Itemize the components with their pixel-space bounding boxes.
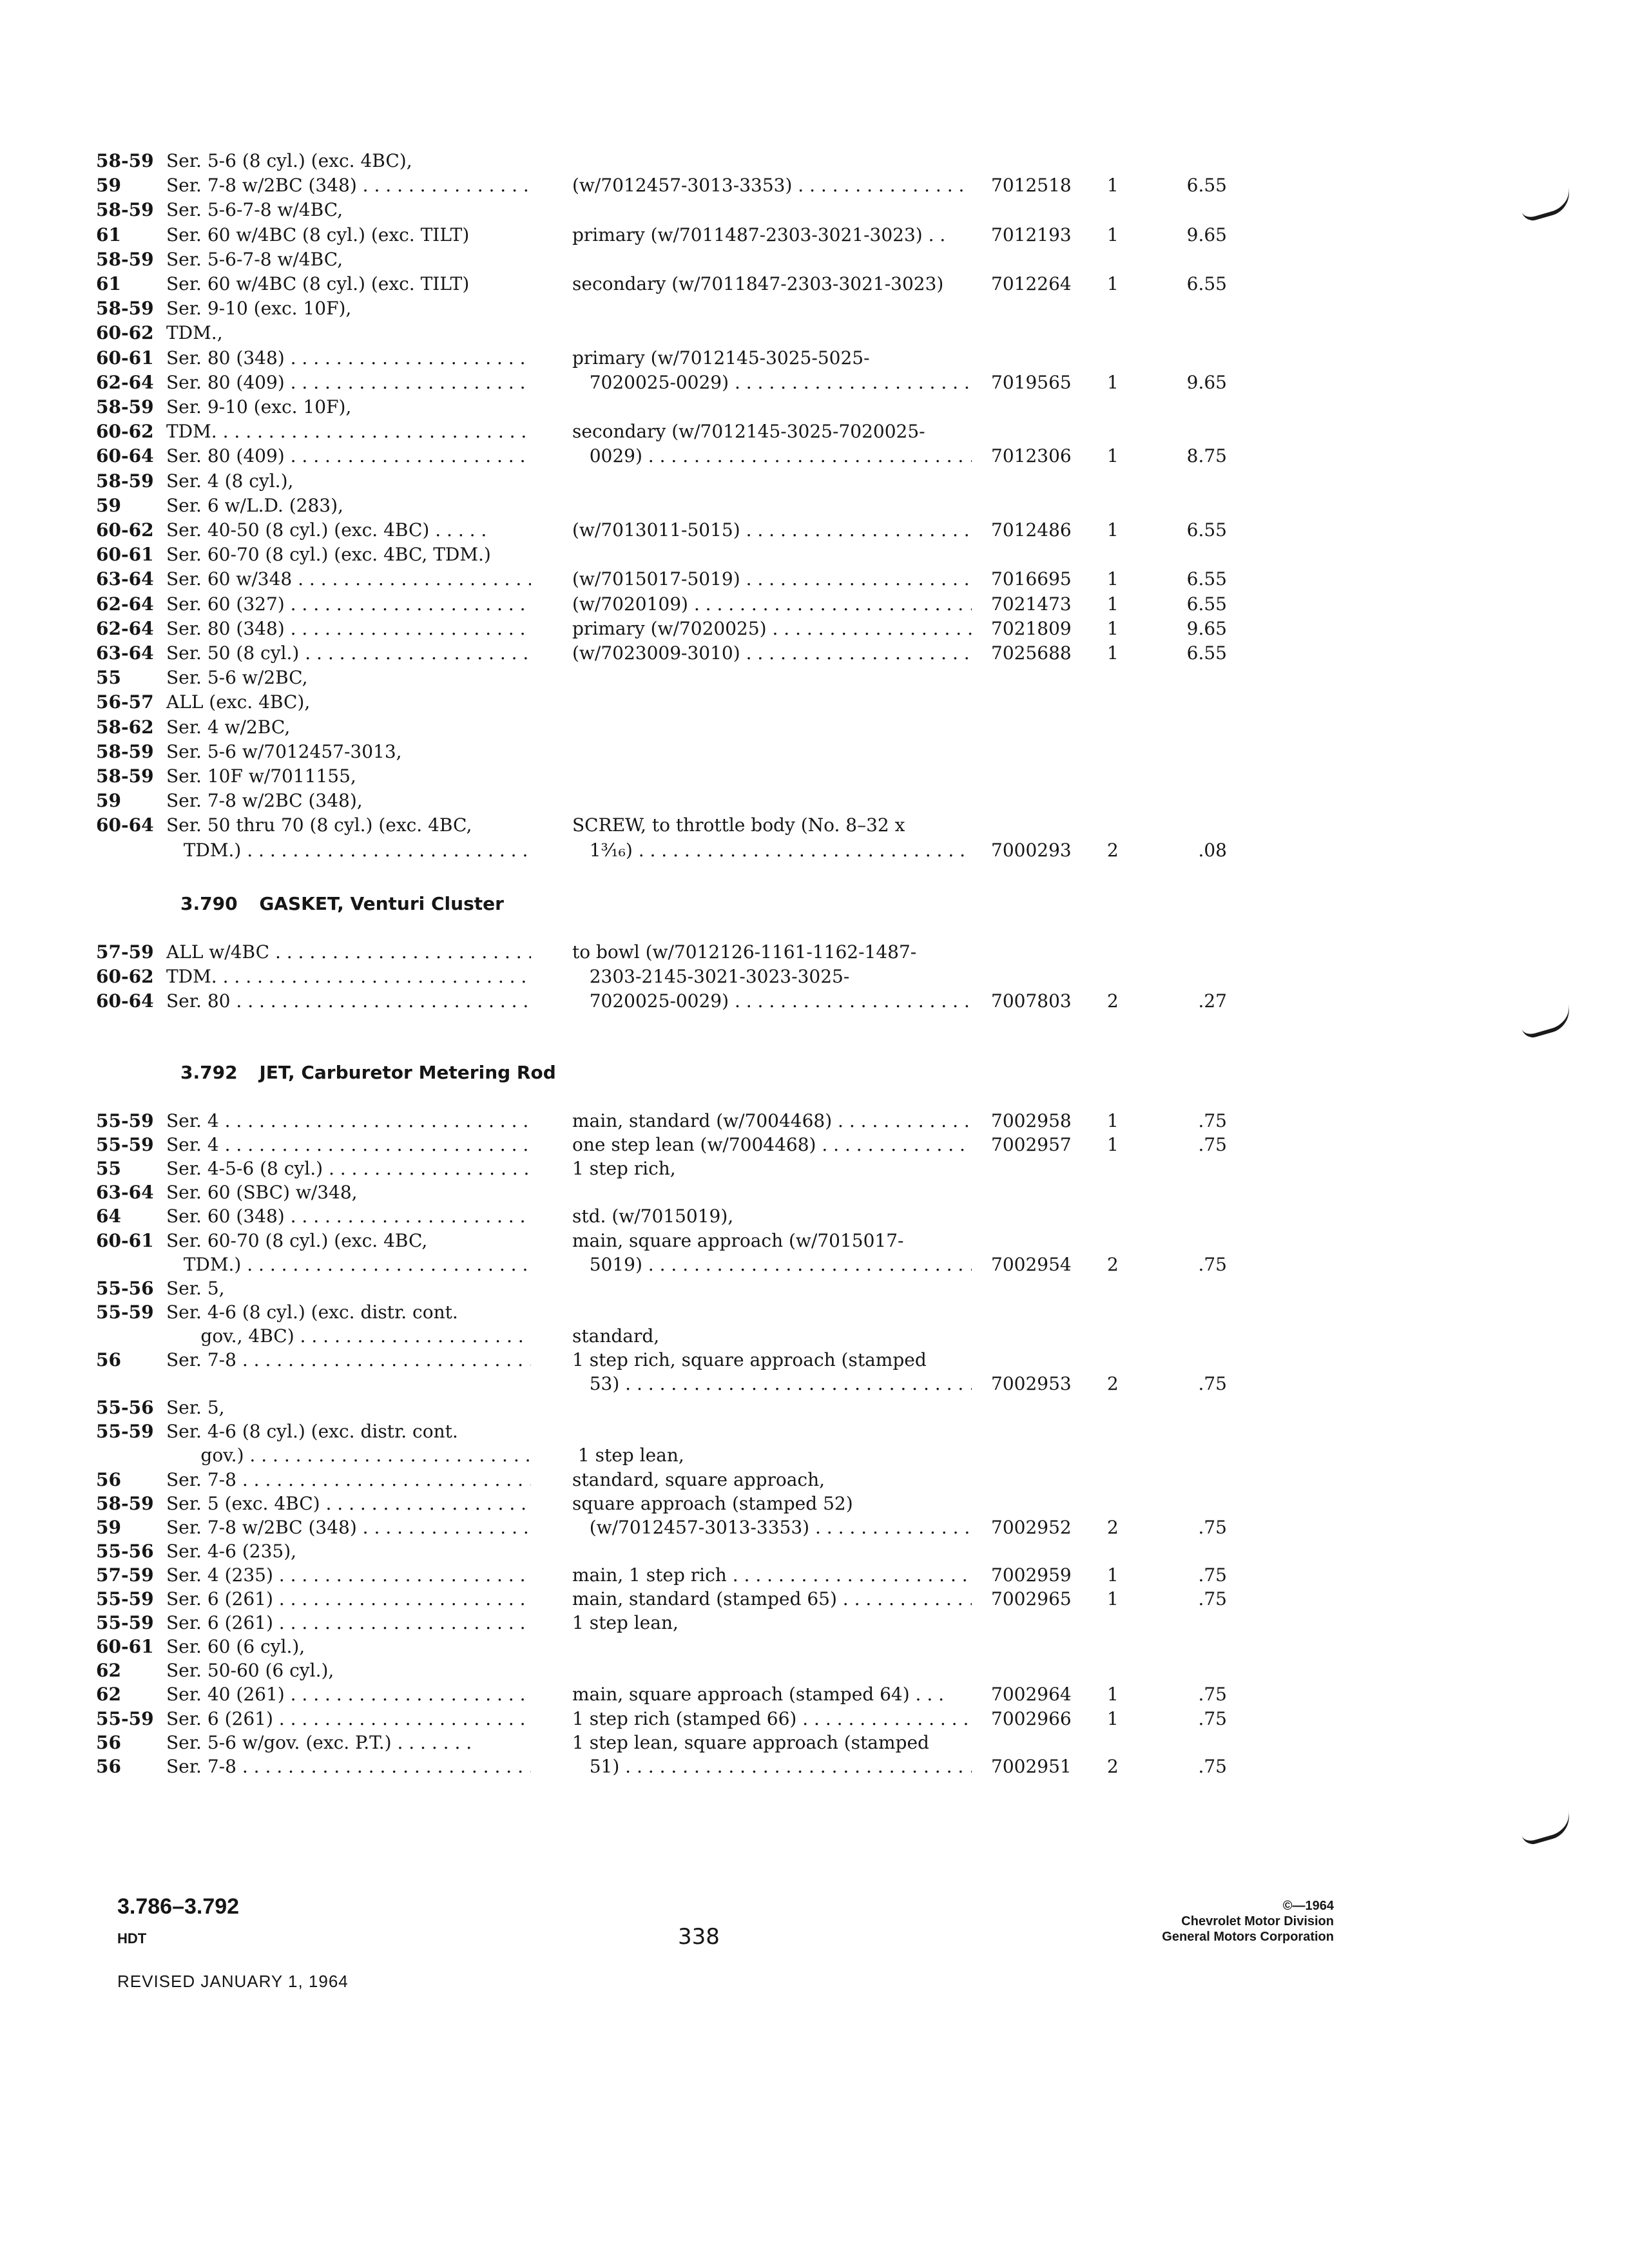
page-number: 338 (678, 1924, 720, 1950)
quantity: 2 (1107, 1755, 1119, 1777)
part-number: 7021473 (991, 593, 1072, 615)
quantity: 1 (1107, 273, 1119, 294)
list-price: .75 (1198, 1373, 1227, 1395)
series-applicability: Ser. 60 w/4BC (8 cyl.) (exc. TILT) (166, 224, 470, 245)
model-year: 59 (96, 790, 121, 812)
part-description: 7020025-0029) . . . (572, 370, 972, 396)
series-applicability: Ser. 10F w/7011155, (166, 765, 356, 787)
series-applicability: ALL w/4BC . . . (166, 939, 531, 965)
model-year: 56 (96, 1731, 121, 1753)
copyright-corporation: General Motors Corporation (1162, 1930, 1334, 1944)
series-applicability: Ser. 5-6 w/2BC, (166, 667, 308, 689)
section-heading-jet (180, 1062, 556, 1083)
catalog-row (0, 1204, 1629, 1229)
catalog-row (0, 1300, 1629, 1325)
series-applicability: Ser. 5-6 w/gov. (exc. P.T.) . . . . . . . (166, 1731, 472, 1753)
list-price: 6.55 (1186, 175, 1227, 197)
series-applicability: Ser. 4 w/2BC, (166, 716, 291, 738)
margin-mark (1519, 1811, 1575, 1847)
catalog-row (0, 1228, 1629, 1254)
catalog-row (0, 838, 1629, 863)
copyright-block (1050, 1898, 1334, 1945)
series-applicability: Ser. 50 (8 cyl.) . . . (166, 640, 531, 666)
catalog-row (0, 493, 1629, 519)
catalog-row (0, 665, 1629, 691)
catalog-row (0, 1276, 1629, 1302)
part-description: 2303-2145-3021-3023-3025- (572, 966, 850, 987)
catalog-row (0, 443, 1629, 469)
part-description: primary (w/7011487-2303-3021-3023) . . (572, 224, 946, 245)
part-description: (w/7012457-3013-3353) . . . (572, 173, 972, 198)
list-price: 6.55 (1186, 642, 1227, 664)
catalog-row (0, 1586, 1629, 1612)
series-applicability: Ser. 6 (261) . . . (166, 1610, 531, 1636)
list-price: 9.65 (1186, 224, 1227, 245)
model-year: 56 (96, 1349, 121, 1370)
model-year: 55 (96, 667, 121, 689)
catalog-row (0, 1132, 1629, 1158)
series-applicability: Ser. 7-8 . . . (166, 1467, 531, 1493)
quantity: 1 (1107, 371, 1119, 393)
part-number: 7007803 (991, 990, 1072, 1012)
catalog-row (0, 1562, 1629, 1588)
list-price: .75 (1198, 1588, 1227, 1610)
catalog-row (0, 1323, 1629, 1349)
section-title: GASKET, Venturi Cluster (259, 893, 504, 914)
part-description: main, square approach (w/7015017- (572, 1229, 904, 1251)
series-applicability: Ser. 4 (8 cyl.), (166, 470, 294, 492)
quantity: 2 (1107, 1253, 1119, 1275)
series-applicability: Ser. 60 (348) . . . (166, 1204, 531, 1229)
series-applicability: Ser. 60 (327) . . . (166, 591, 531, 617)
catalog-row (0, 148, 1629, 174)
model-year: 58-59 (96, 1492, 154, 1514)
part-description: primary (w/7020025) . . . (572, 616, 972, 642)
catalog-row (0, 222, 1629, 248)
catalog-row (0, 1515, 1629, 1541)
model-year: 55-56 (96, 1277, 154, 1299)
catalog-row (0, 689, 1629, 715)
catalog-row (0, 566, 1629, 592)
series-applicability: Ser. 80 (348) . . . (166, 345, 531, 371)
part-description: 7020025-0029) . . . (572, 988, 972, 1014)
catalog-row (0, 320, 1629, 346)
part-description: main, standard (w/7004468) . . . (572, 1108, 972, 1134)
model-year: 60-61 (96, 1636, 154, 1658)
catalog-row (0, 1682, 1629, 1707)
series-applicability: TDM., (166, 322, 223, 344)
part-number: 7000293 (991, 839, 1072, 861)
list-price: 8.75 (1186, 445, 1227, 467)
list-price: 9.65 (1186, 371, 1227, 393)
part-description: to bowl (w/7012126-1161-1162-1487- (572, 941, 917, 963)
footer-revised-date: REVISED JANUARY 1, 1964 (117, 1972, 349, 1991)
part-description: one step lean (w/7004468) . . . (572, 1132, 972, 1158)
series-applicability: Ser. 5-6-7-8 w/4BC, (166, 248, 343, 270)
model-year: 55-59 (96, 1301, 154, 1323)
quantity: 1 (1107, 1110, 1119, 1131)
part-number: 7002966 (991, 1707, 1072, 1729)
model-year: 60-64 (96, 990, 154, 1012)
footer-code: HDT (117, 1930, 147, 1946)
series-applicability: gov.) . . . (166, 1443, 531, 1468)
model-year: 59 (96, 175, 121, 197)
quantity: 1 (1107, 175, 1119, 197)
series-applicability: Ser. 6 w/L.D. (283), (166, 494, 343, 516)
part-description: main, standard (stamped 65) . . . (572, 1586, 972, 1612)
series-applicability: Ser. 60 w/4BC (8 cyl.) (exc. TILT) (166, 273, 470, 294)
model-year: 58-59 (96, 150, 154, 171)
model-year: 55-59 (96, 1421, 154, 1443)
model-year: 60-62 (96, 421, 154, 443)
series-applicability: Ser. 7-8 w/2BC (348) . . . (166, 1515, 531, 1541)
series-applicability: Ser. 80 (409) . . . (166, 443, 531, 469)
model-year: 63-64 (96, 568, 154, 590)
catalog-row (0, 939, 1629, 965)
list-price: .75 (1198, 1253, 1227, 1275)
model-year: 56 (96, 1755, 121, 1777)
series-applicability: Ser. 6 (261) . . . (166, 1706, 531, 1732)
list-price: .75 (1198, 1110, 1227, 1131)
part-number: 7002964 (991, 1684, 1072, 1706)
section-number: 3.792 (180, 1062, 238, 1083)
list-price: 6.55 (1186, 568, 1227, 590)
part-description: 1 step lean, (572, 1445, 684, 1466)
catalog-row (0, 1730, 1629, 1756)
quantity: 1 (1107, 617, 1119, 639)
part-description: (w/7023009-3010) . . . (572, 640, 972, 666)
catalog-row (0, 345, 1629, 371)
catalog-row (0, 788, 1629, 814)
catalog-row (0, 715, 1629, 740)
part-number: 7002957 (991, 1134, 1072, 1156)
catalog-row (0, 1610, 1629, 1636)
series-applicability: Ser. 60 w/348 . . . (166, 566, 531, 592)
part-description: secondary (w/7011847-2303-3021-3023) (572, 273, 944, 294)
list-price: .75 (1198, 1755, 1227, 1777)
quantity: 2 (1107, 839, 1119, 861)
quantity: 2 (1107, 1516, 1119, 1538)
part-description: standard, square approach, (572, 1468, 825, 1490)
part-description: 51) . . . (572, 1754, 972, 1780)
series-applicability: Ser. 60-70 (8 cyl.) (exc. 4BC, TDM.) (166, 544, 491, 566)
catalog-row (0, 764, 1629, 789)
part-description: (w/7013011-5015) . . . (572, 517, 972, 543)
quantity: 1 (1107, 642, 1119, 664)
catalog-row (0, 591, 1629, 617)
series-applicability: Ser. 40-50 (8 cyl.) (exc. 4BC) . . . . . (166, 519, 487, 541)
model-year: 63-64 (96, 642, 154, 664)
list-price: .75 (1198, 1516, 1227, 1538)
series-applicability: TDM.) . . . (166, 1252, 531, 1278)
part-number: 7002952 (991, 1516, 1072, 1538)
series-applicability: Ser. 4 . . . (166, 1108, 531, 1134)
model-year: 55 (96, 1158, 121, 1180)
catalog-row (0, 1634, 1629, 1660)
part-number: 7012306 (991, 445, 1072, 467)
list-price: 6.55 (1186, 273, 1227, 294)
series-applicability: Ser. 9-10 (exc. 10F), (166, 396, 352, 418)
model-year: 62-64 (96, 371, 154, 393)
model-year: 55-59 (96, 1612, 154, 1634)
model-year: 59 (96, 1516, 121, 1538)
series-applicability: Ser. 7-8 . . . (166, 1754, 531, 1780)
list-price: .08 (1198, 839, 1227, 861)
part-description: 1 step rich (stamped 66) . . . (572, 1706, 972, 1732)
quantity: 1 (1107, 1707, 1119, 1729)
part-number: 7012518 (991, 175, 1072, 197)
list-price: .75 (1198, 1707, 1227, 1729)
quantity: 2 (1107, 1373, 1119, 1395)
catalog-row (0, 1467, 1629, 1493)
series-applicability: Ser. 5-6-7-8 w/4BC, (166, 199, 343, 221)
quantity: 1 (1107, 593, 1119, 615)
model-year: 57-59 (96, 941, 154, 963)
quantity: 1 (1107, 1134, 1119, 1156)
part-description: 5019) . . . (572, 1252, 972, 1278)
model-year: 58-59 (96, 248, 154, 270)
catalog-row (0, 1491, 1629, 1517)
series-applicability: Ser. 4 . . . (166, 1132, 531, 1158)
catalog-row (0, 739, 1629, 765)
part-number: 7002965 (991, 1588, 1072, 1610)
series-applicability: Ser. 5-6 w/7012457-3013, (166, 740, 402, 762)
quantity: 1 (1107, 1684, 1119, 1706)
catalog-row (0, 1347, 1629, 1373)
series-applicability: Ser. 7-8 . . . (166, 1347, 531, 1373)
part-number: 7019565 (991, 371, 1072, 393)
series-applicability: Ser. 60-70 (8 cyl.) (exc. 4BC, (166, 1229, 428, 1251)
part-number: 7021809 (991, 617, 1072, 639)
series-applicability: Ser. 4-6 (8 cyl.) (exc. distr. cont. (166, 1301, 458, 1323)
model-year: 59 (96, 494, 121, 516)
series-applicability: Ser. 5-6 (8 cyl.) (exc. 4BC), (166, 150, 412, 171)
catalog-row (0, 1180, 1629, 1206)
quantity: 2 (1107, 990, 1119, 1012)
model-year: 55-59 (96, 1134, 154, 1156)
catalog-row (0, 812, 1629, 838)
part-description: 53) . . . (572, 1371, 972, 1397)
model-year: 58-59 (96, 740, 154, 762)
model-year: 58-59 (96, 470, 154, 492)
list-price: 6.55 (1186, 519, 1227, 541)
model-year: 57-59 (96, 1564, 154, 1586)
catalog-row (0, 1108, 1629, 1134)
model-year: 62-64 (96, 593, 154, 615)
quantity: 1 (1107, 1588, 1119, 1610)
model-year: 64 (96, 1206, 121, 1227)
model-year: 56 (96, 1468, 121, 1490)
catalog-row (0, 394, 1629, 420)
series-applicability: Ser. 80 (409) . . . (166, 370, 531, 396)
model-year: 63-64 (96, 1182, 154, 1204)
part-description: square approach (stamped 52) (572, 1492, 853, 1514)
list-price: .27 (1198, 990, 1227, 1012)
section-number: 3.790 (180, 893, 238, 914)
catalog-row (0, 1443, 1629, 1468)
part-number: 7012264 (991, 273, 1072, 294)
model-year: 62 (96, 1660, 121, 1682)
model-year: 60-61 (96, 544, 154, 566)
catalog-row (0, 1371, 1629, 1397)
series-applicability: Ser. 50 thru 70 (8 cyl.) (exc. 4BC, (166, 814, 472, 836)
catalog-row (0, 419, 1629, 445)
quantity: 1 (1107, 568, 1119, 590)
model-year: 55-59 (96, 1110, 154, 1131)
part-description: 1 step lean, square approach (stamped (572, 1731, 929, 1753)
part-description: standard, (572, 1325, 660, 1347)
part-number: 7002953 (991, 1373, 1072, 1395)
model-year: 60-61 (96, 1229, 154, 1251)
part-description: main, square approach (stamped 64) . . . (572, 1684, 945, 1706)
part-description: main, 1 step rich . . . (572, 1562, 972, 1588)
model-year: 55-56 (96, 1540, 154, 1562)
series-applicability: Ser. 4-5-6 (8 cyl.) . . . (166, 1156, 531, 1182)
model-year: 60-62 (96, 322, 154, 344)
catalog-row (0, 173, 1629, 198)
part-description: (w/7015017-5019) . . . (572, 566, 972, 592)
part-number: 7002958 (991, 1110, 1072, 1131)
series-applicability: Ser. 7-8 w/2BC (348), (166, 790, 363, 812)
model-year: 60-62 (96, 966, 154, 987)
model-year: 58-59 (96, 199, 154, 221)
part-number: 7012193 (991, 224, 1072, 245)
series-applicability: Ser. 4-6 (235), (166, 1540, 297, 1562)
section-heading-gasket (180, 893, 504, 914)
series-applicability: TDM.) . . . (166, 838, 531, 863)
part-description: (w/7012457-3013-3353) . . . (572, 1515, 972, 1541)
part-number: 7016695 (991, 568, 1072, 590)
model-year: 58-59 (96, 765, 154, 787)
model-year: 61 (96, 224, 121, 245)
model-year: 62 (96, 1684, 121, 1706)
part-description: 1 step lean, (572, 1612, 679, 1634)
footer-section-range: 3.786–3.792 (117, 1894, 240, 1919)
series-applicability: Ser. 4-6 (8 cyl.) (exc. distr. cont. (166, 1421, 458, 1443)
series-applicability: Ser. 50-60 (6 cyl.), (166, 1660, 334, 1682)
section-title: JET, Carburetor Metering Rod (259, 1062, 556, 1083)
part-number: 7025688 (991, 642, 1072, 664)
catalog-row (0, 1706, 1629, 1732)
part-description: 1³⁄₁₆) . . . (572, 838, 972, 863)
catalog-row (0, 370, 1629, 396)
model-year: 58-59 (96, 298, 154, 320)
copyright-division: Chevrolet Motor Division (1181, 1914, 1334, 1928)
model-year: 60-61 (96, 347, 154, 369)
list-price: .75 (1198, 1684, 1227, 1706)
list-price: 6.55 (1186, 593, 1227, 615)
model-year: 55-59 (96, 1588, 154, 1610)
part-description: std. (w/7015019), (572, 1206, 734, 1227)
catalog-row (0, 1539, 1629, 1564)
catalog-row (0, 542, 1629, 568)
catalog-row (0, 296, 1629, 322)
model-year: 58-59 (96, 396, 154, 418)
model-year: 61 (96, 273, 121, 294)
series-applicability: ALL (exc. 4BC), (166, 691, 311, 713)
part-description: 1 step rich, square approach (stamped (572, 1349, 927, 1370)
model-year: 55-56 (96, 1397, 154, 1419)
catalog-row (0, 988, 1629, 1014)
part-description: 1 step rich, (572, 1158, 676, 1180)
quantity: 1 (1107, 445, 1119, 467)
model-year: 60-62 (96, 519, 154, 541)
model-year: 56-57 (96, 691, 154, 713)
part-number: 7012486 (991, 519, 1072, 541)
part-description: SCREW, to throttle body (No. 8–32 x (572, 814, 905, 836)
catalog-row (0, 197, 1629, 223)
model-year: 62-64 (96, 617, 154, 639)
series-applicability: Ser. 5 (exc. 4BC) . . . (166, 1491, 531, 1517)
catalog-row (0, 247, 1629, 273)
catalog-row (0, 1395, 1629, 1421)
model-year: 58-62 (96, 716, 154, 738)
part-number: 7002954 (991, 1253, 1072, 1275)
model-year: 60-64 (96, 445, 154, 467)
series-applicability: Ser. 7-8 w/2BC (348) . . . (166, 173, 531, 198)
catalog-row (0, 517, 1629, 543)
list-price: 9.65 (1186, 617, 1227, 639)
catalog-row (0, 1252, 1629, 1278)
series-applicability: Ser. 60 (6 cyl.), (166, 1636, 305, 1658)
part-description: (w/7020109) . . . (572, 591, 972, 617)
series-applicability: Ser. 80 (348) . . . (166, 616, 531, 642)
series-applicability: TDM. . . . (166, 419, 531, 445)
series-applicability: Ser. 6 (261) . . . (166, 1586, 531, 1612)
series-applicability: gov., 4BC) . . . (166, 1323, 531, 1349)
part-number: 7002951 (991, 1755, 1072, 1777)
copyright-year: ©—1964 (1282, 1899, 1334, 1913)
catalog-row (0, 616, 1629, 642)
series-applicability: Ser. 60 (SBC) w/348, (166, 1182, 358, 1204)
catalog-row (0, 1419, 1629, 1445)
catalog-row (0, 271, 1629, 297)
catalog-row (0, 964, 1629, 990)
series-applicability: Ser. 4 (235) . . . (166, 1562, 531, 1588)
catalog-row (0, 640, 1629, 666)
list-price: .75 (1198, 1564, 1227, 1586)
model-year: 55-59 (96, 1707, 154, 1729)
list-price: .75 (1198, 1134, 1227, 1156)
quantity: 1 (1107, 519, 1119, 541)
part-description: secondary (w/7012145-3025-7020025- (572, 421, 925, 443)
part-description: 0029) . . . (572, 443, 972, 469)
series-applicability: Ser. 5, (166, 1277, 225, 1299)
quantity: 1 (1107, 224, 1119, 245)
model-year: 60-64 (96, 814, 154, 836)
catalog-row (0, 1156, 1629, 1182)
series-applicability: Ser. 5, (166, 1397, 225, 1419)
catalog-row (0, 1658, 1629, 1684)
quantity: 1 (1107, 1564, 1119, 1586)
catalog-row (0, 1754, 1629, 1780)
series-applicability: TDM. . . . (166, 964, 531, 990)
series-applicability: Ser. 9-10 (exc. 10F), (166, 298, 352, 320)
catalog-row (0, 468, 1629, 494)
part-number: 7002959 (991, 1564, 1072, 1586)
series-applicability: Ser. 80 . . . (166, 988, 531, 1014)
series-applicability: Ser. 40 (261) . . . (166, 1682, 531, 1707)
part-description: primary (w/7012145-3025-5025- (572, 347, 870, 369)
